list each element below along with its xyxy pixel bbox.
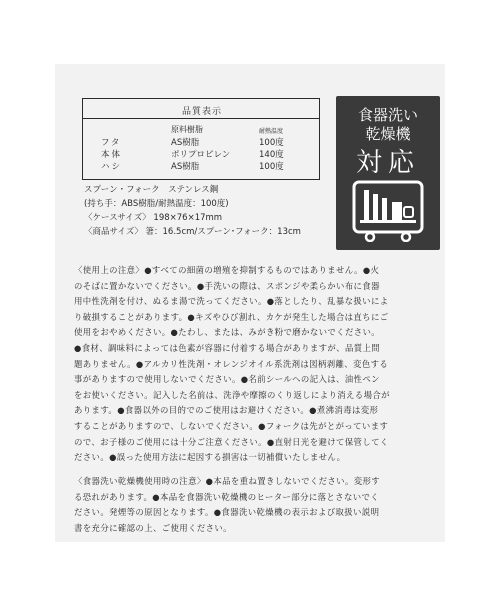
usage-line: のそばに置かないでください。●手洗いの際は、スポンジや柔らかい布に食器 bbox=[74, 280, 380, 291]
heat-column-header: 耐熱温度 bbox=[259, 128, 284, 135]
temperature-value: 100度 bbox=[259, 138, 284, 148]
usage-line: ので、お子様のご使用には十分ご注意ください。●直射日光を避けて保管してく bbox=[74, 436, 389, 447]
item-size: 〈商品サイズ〉 箸：16.5cm/スプーン･フォーク：13cm bbox=[84, 227, 301, 237]
table-row bbox=[83, 160, 319, 171]
temperature-value: 140度 bbox=[259, 150, 284, 160]
quality-label-table bbox=[82, 98, 320, 180]
badge-line-1: 食器洗い bbox=[357, 106, 418, 124]
dishwasher-icon bbox=[352, 180, 424, 242]
badge-line-3: 対応 bbox=[355, 148, 420, 178]
title-divider bbox=[83, 118, 319, 119]
usage-precautions bbox=[74, 263, 434, 466]
dishwasher-line: 書を充分に確認の上、ご使用ください。 bbox=[74, 522, 232, 533]
dishwasher-precautions bbox=[74, 474, 434, 536]
part-name: フタ bbox=[101, 138, 122, 148]
table-row bbox=[83, 148, 319, 159]
usage-line: 〈使用上の注意〉●すべての細菌の増殖を抑制するものではありません。●火 bbox=[74, 265, 380, 275]
material-value: ポリプロピレン bbox=[171, 150, 231, 160]
usage-line: ●食材、調味料によっては色素が容器に付着する場合がありますが、品質上問 bbox=[74, 342, 381, 353]
material-column-header: 原料樹脂 bbox=[171, 125, 203, 134]
usage-line: あります。●食器以外の目的でのご使用はお避けください。●煮沸消毒は変形 bbox=[74, 405, 379, 416]
dishwasher-line: る恐れがあります。●本品を食器洗い乾燥機のヒーター部分に落とさないでく bbox=[74, 491, 380, 502]
dishwasher-line: 〈食器洗い乾燥機使用時の注意〉●本品を重ね置きしないでください。変形す bbox=[74, 476, 381, 486]
temperature-value: 100度 bbox=[259, 162, 284, 172]
case-size: 〈ケースサイズ〉 198×76×17mm bbox=[84, 213, 223, 223]
usage-line: ださい。●誤った使用方法に起因する損害は一切補償いたしません。 bbox=[74, 452, 346, 463]
usage-line: 事がありますので使用しないでください。●名前シールへの記入は、油性ペン bbox=[74, 374, 380, 385]
part-name: ハシ bbox=[101, 162, 123, 172]
dishwasher-line: ださい。発煙等の原因となります。●食器洗い乾燥機の表示および取扱い説明 bbox=[74, 507, 380, 518]
usage-line: 使用をおやめください。●たわし、または、みがき粉で磨かないでください。 bbox=[74, 327, 381, 338]
table-title: 品質表示 bbox=[181, 107, 222, 117]
usage-line: をお使いください。記入した名前は、洗浄や摩擦のくり返しにより消える場合が bbox=[74, 389, 390, 400]
usage-line: することがありますので、しないでください。●フォークは先がとがっています bbox=[74, 420, 389, 431]
cutlery-material: スプーン・フォーク ステンレス鋼 bbox=[84, 185, 219, 195]
handle-material: (持ち手：ABS樹脂/耐熱温度：100度) bbox=[84, 199, 229, 209]
material-value: AS樹脂 bbox=[171, 162, 200, 172]
material-value: AS樹脂 bbox=[171, 138, 200, 148]
usage-line: り破損することがあります。●キズやひび割れ、カケが発生した場合は直ちにご bbox=[74, 311, 389, 322]
badge-line-2: 乾燥機 bbox=[365, 125, 411, 143]
dishwasher-safe-badge bbox=[336, 96, 440, 250]
table-row bbox=[83, 136, 319, 147]
usage-line: 用中性洗剤を付け、ぬるま湯で洗ってください。●落としたり、乱暴な扱いによ bbox=[74, 296, 389, 307]
part-name: 本体 bbox=[101, 150, 123, 160]
usage-line: 題ありません。●アルカリ性洗剤・オレンジオイル系洗剤は図柄剥離、変色する bbox=[74, 358, 389, 369]
